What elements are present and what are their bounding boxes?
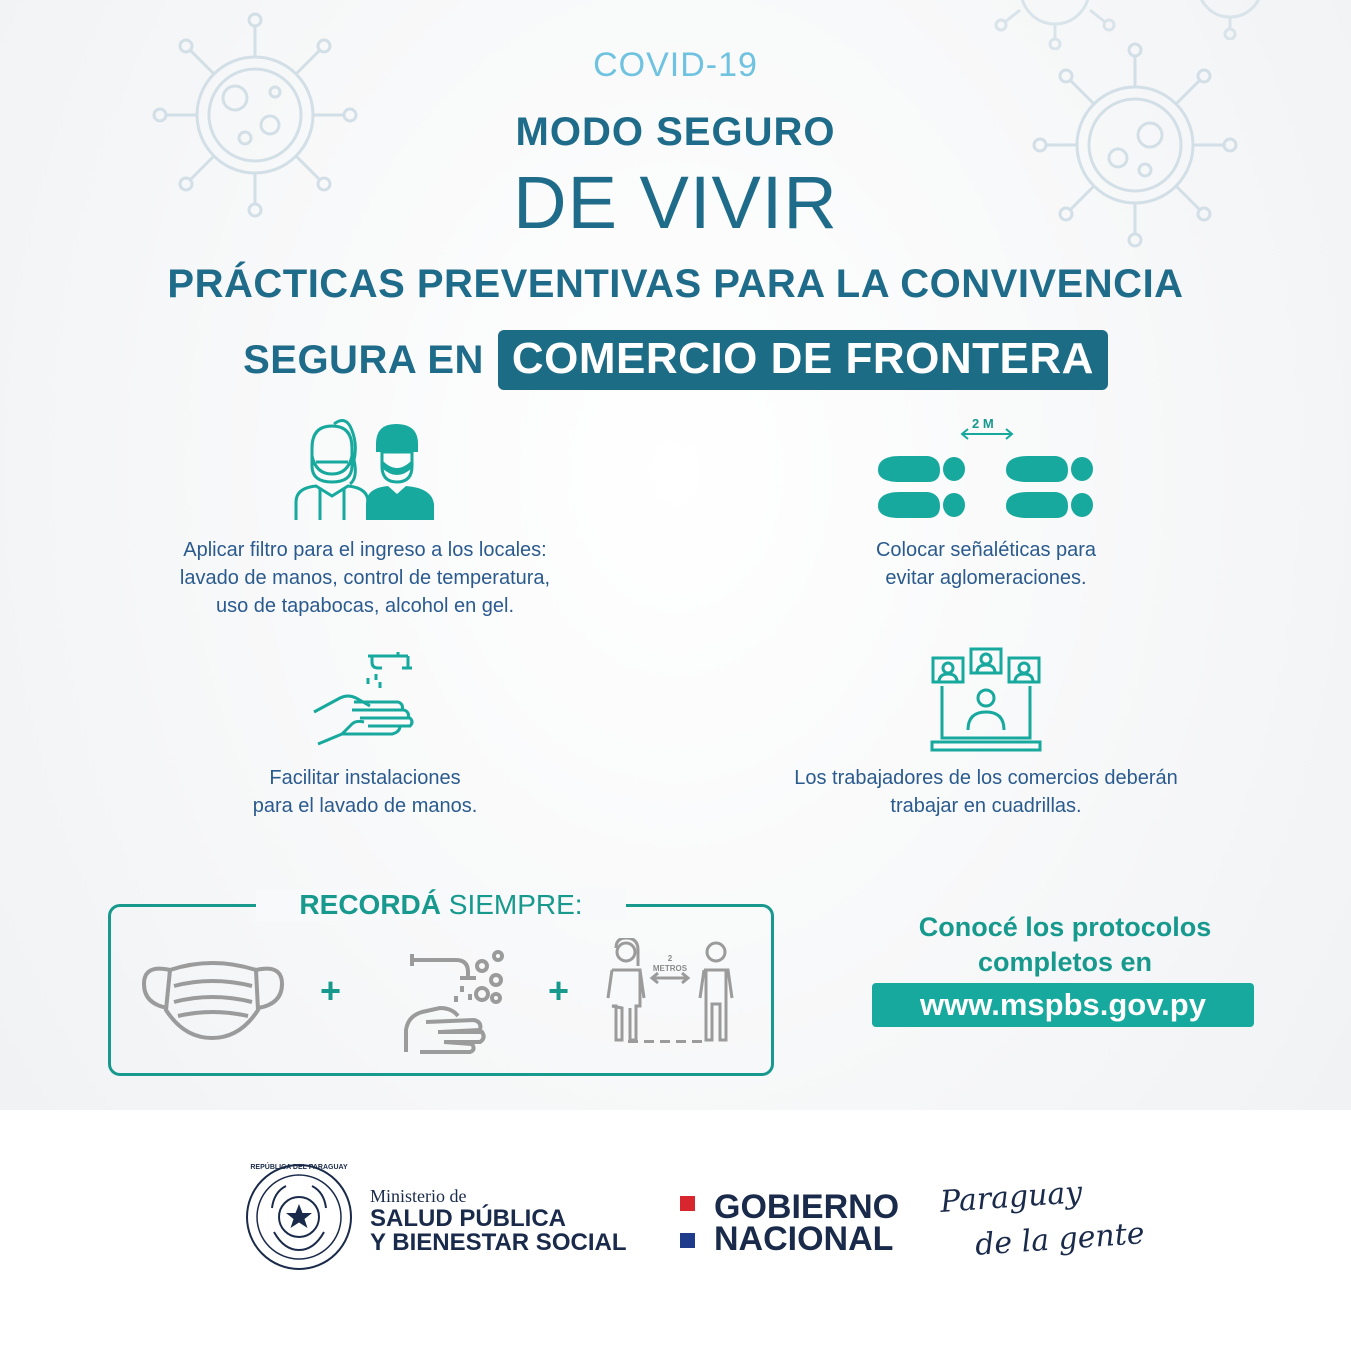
washing-hands-icon (400, 946, 510, 1058)
ministry-line2: Y BIENESTAR SOCIAL (370, 1229, 627, 1256)
slogan-line2: de la gente (973, 1216, 1146, 1263)
virus-decoration-icon (1170, 0, 1290, 40)
distance-unit: METROS (652, 964, 688, 973)
caption-line: Los trabajadores de los comercios deberán (794, 767, 1178, 789)
masked-people-icon (292, 418, 438, 522)
seal-text: REPÚBLICA DEL PARAGUAY (250, 1164, 348, 1171)
face-mask-icon (140, 950, 286, 1042)
headline-highlight-badge: COMERCIO DE FRONTERA (498, 330, 1108, 390)
covid-label: COVID-19 (593, 46, 758, 84)
plus-sign: + (320, 970, 342, 1011)
caption-line: evitar aglomeraciones. (885, 567, 1087, 589)
remote-team-laptop-icon (930, 646, 1042, 754)
practice-crews-caption (726, 764, 1246, 820)
protocols-line1: Conocé los protocolos (918, 912, 1212, 942)
caption-line: lavado de manos, control de temperatura, (179, 567, 551, 589)
headline-line2 (0, 330, 1351, 390)
government-line1: GOBIERNO (714, 1188, 900, 1226)
title-de-vivir: DE VIVIR (513, 161, 838, 244)
flag-blue-square (680, 1233, 695, 1248)
national-seal-icon (244, 1162, 354, 1272)
caption-line: trabajar en cuadrillas. (890, 795, 1082, 817)
ministry-line1: SALUD PÚBLICA (370, 1205, 566, 1232)
footer (0, 1110, 1351, 1350)
slogan-line1: Paraguay (938, 1175, 1084, 1220)
caption-line: Aplicar filtro para el ingreso a los locales: (183, 539, 547, 561)
handwashing-faucet-icon (312, 650, 418, 750)
virus-decoration-icon (990, 0, 1120, 50)
caption-line: para el lavado de manos. (252, 795, 478, 817)
practice-handwashing-caption (130, 764, 600, 820)
practice-signage-caption (756, 536, 1216, 592)
remember-title (256, 889, 626, 921)
remember-title-rest: SIEMPRE: (440, 889, 583, 920)
caption-line: uso de tapabocas, alcohol en gel. (216, 595, 514, 617)
protocols-line2: completos en (977, 947, 1153, 977)
caption-line: Facilitar instalaciones (269, 767, 461, 789)
government-line2: NACIONAL (714, 1220, 894, 1258)
website-link[interactable]: www.mspbs.gov.py (872, 983, 1254, 1027)
headline-line1: PRÁCTICAS PREVENTIVAS PARA LA CONVIVENCIA (167, 262, 1184, 306)
title-modo-seguro: MODO SEGURO (515, 110, 836, 154)
distance-number: 2 (667, 954, 673, 963)
footprints-distance-icon (876, 426, 1098, 522)
flag-red-square (680, 1196, 695, 1211)
headline-prefix: SEGURA EN (243, 337, 484, 382)
practice-filter-caption (100, 536, 630, 620)
protocols-text (880, 910, 1250, 980)
remember-title-bold: RECORDÁ (299, 889, 441, 920)
caption-line: Colocar señaléticas para (875, 539, 1097, 561)
distance-label: 2 M (972, 416, 994, 431)
plus-sign: + (548, 970, 570, 1011)
ministry-small-text: Ministerio de (370, 1186, 467, 1206)
